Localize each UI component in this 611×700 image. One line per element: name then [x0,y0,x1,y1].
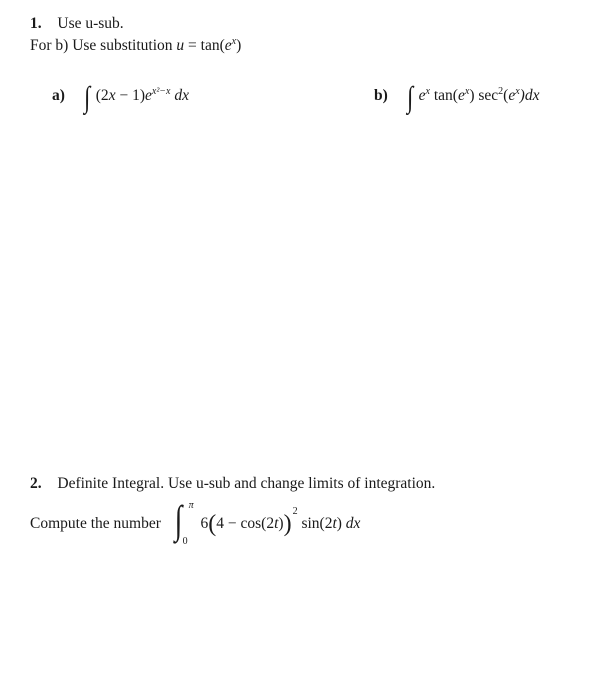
problem1-part-a [52,81,190,114]
hint-sup-x: x [231,36,237,47]
problem2-header [30,474,435,494]
part-b-sec: ) sec [469,87,499,104]
part-a-integrand [96,87,189,104]
part-b-open: ( [503,87,509,104]
integrand-sin-close: ) [336,515,342,532]
part-b-tan: tan( [429,87,458,104]
part-a-e: e [144,87,152,104]
part-a-x: x [108,87,116,104]
hint-eq: = tan( [184,37,225,54]
integrand-inner-close: ) [278,515,284,532]
problem2-compute [30,497,361,547]
integrand-coeff: 6 [200,515,209,532]
hint-math [176,37,241,54]
problem2-title: Definite Integral. Use u-sub and change limits of integration. [57,475,436,492]
integrand-dx: dx [341,515,361,532]
problem2-integrand [200,506,361,537]
part-b-sup-x: x [425,86,430,97]
integrand-sin: sin(2 [297,515,333,532]
lower-limit: 0 [182,536,188,547]
definite-integral-symbol: ∫ [174,497,182,542]
part-b-integral-sign: ∫ [406,81,413,114]
part-a-exponent: x²−x [151,86,171,97]
part-b-sup-x2: x [464,86,470,97]
integrand-t: t [274,515,279,532]
integrand-inner: 4 − cos(2 [216,515,275,532]
problem2-compute-text: Compute the number [30,515,161,532]
part-b-dx: )dx [519,87,540,104]
part-b-e3: e [508,87,516,104]
hint-text: For b) Use substitution [30,37,173,54]
problem1-hint [30,36,241,56]
part-a-integral-sign: ∫ [83,81,90,114]
integrand-power: 2 [292,506,298,517]
part-b-e2: e [457,87,465,104]
part-a-dx: dx [170,87,190,104]
problem1-number: 1. [30,15,42,32]
problem1-header [30,14,124,34]
problem2-integral-sign [174,497,197,547]
integrand-t2: t [332,515,337,532]
part-b-label: b) [374,87,388,104]
problem2-number: 2. [30,475,42,492]
hint-u: u [176,37,185,54]
part-a-minus: − 1) [115,87,145,104]
part-b-sup-x3: x [515,86,520,97]
integrand-open-paren: ( [208,511,217,537]
part-b-sec-square: 2 [498,86,504,97]
problem1-title: Use u-sub. [57,15,124,32]
upper-limit: π [188,500,194,511]
part-a-prefix: (2 [95,87,109,104]
part-b-integrand [419,87,540,104]
part-b-e: e [418,87,426,104]
hint-close: ) [236,37,242,54]
problem1-part-b [374,81,540,114]
part-a-label: a) [52,87,65,104]
hint-e: e [224,37,232,54]
integrand-close-paren: ) [283,511,292,537]
